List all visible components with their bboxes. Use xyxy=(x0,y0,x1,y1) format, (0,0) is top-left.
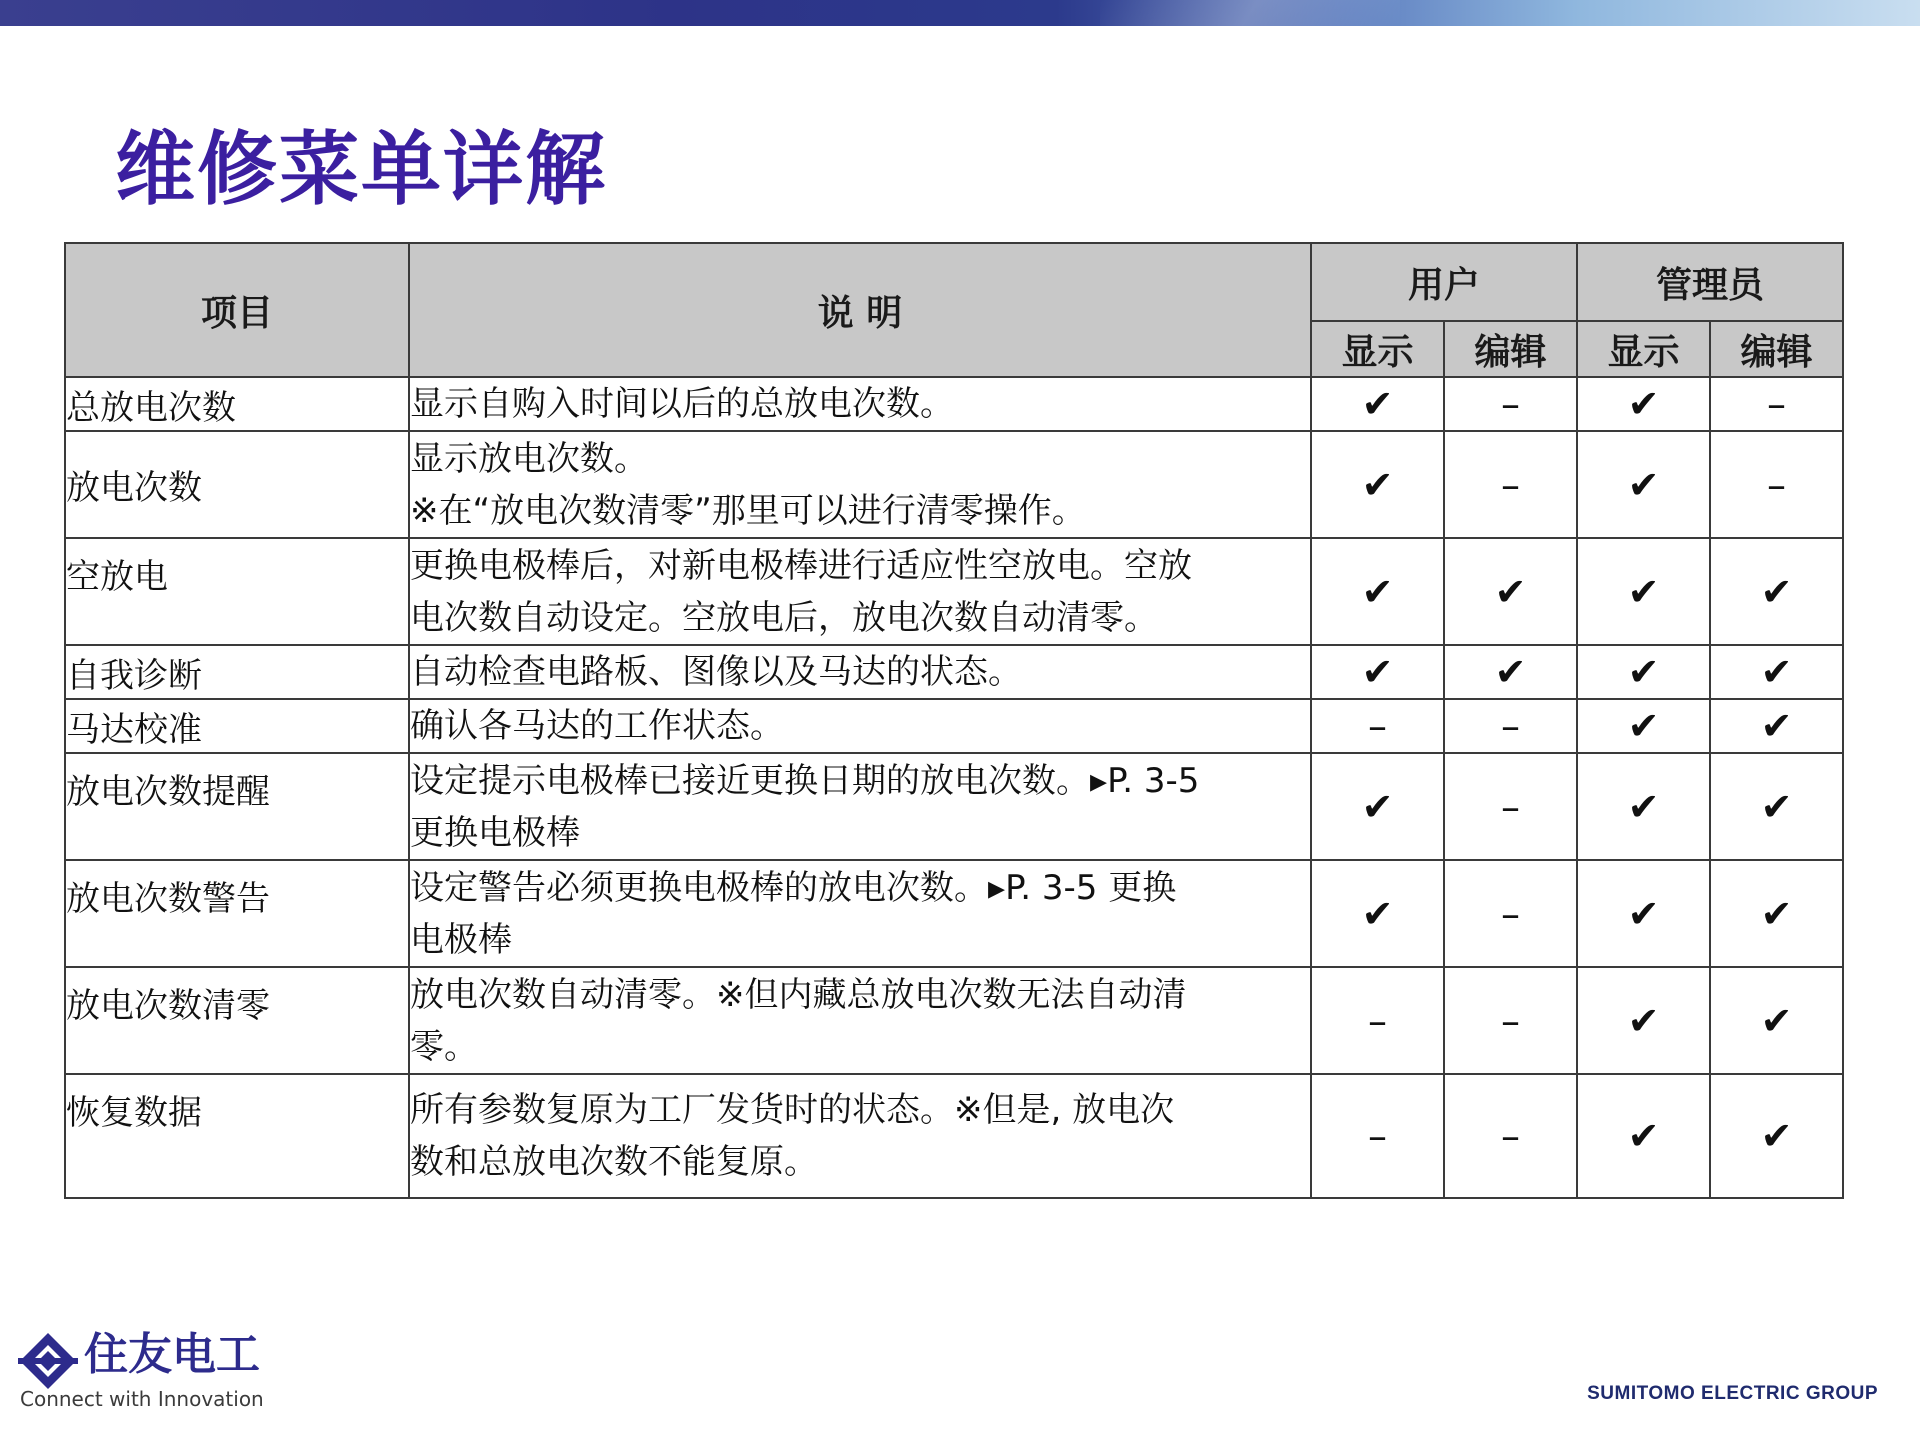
admin-show-mark: ✔ xyxy=(1577,431,1710,538)
user-show-mark: ✔ xyxy=(1311,645,1444,699)
row-description xyxy=(409,431,1311,538)
admin-show-mark: ✔ xyxy=(1577,538,1710,645)
user-edit-mark: – xyxy=(1444,753,1577,860)
table-row xyxy=(65,699,1843,753)
user-edit-mark: – xyxy=(1444,860,1577,967)
user-show-mark: – xyxy=(1311,1074,1444,1198)
description-line: 显示自购入时间以后的总放电次数。 xyxy=(410,384,954,424)
row-description xyxy=(409,538,1311,645)
row-item: 放电次数 xyxy=(65,431,409,538)
description-line: 数和总放电次数不能复原。 xyxy=(410,1142,818,1182)
row-item: 总放电次数 xyxy=(65,377,409,431)
user-show-mark: ✔ xyxy=(1311,538,1444,645)
user-show-mark: – xyxy=(1311,967,1444,1074)
page-title: 维修菜单详解 xyxy=(115,123,607,216)
user-show-mark: ✔ xyxy=(1311,431,1444,538)
description-line: 零。 xyxy=(410,1026,478,1067)
table-row xyxy=(65,645,1843,699)
admin-edit-mark: ✔ xyxy=(1710,860,1843,967)
user-edit-mark: – xyxy=(1444,431,1577,538)
user-edit-mark: ✔ xyxy=(1444,538,1577,645)
description-line: 所有参数复原为工厂发货时的状态。※但是, 放电次 xyxy=(410,1090,1175,1130)
row-item: 空放电 xyxy=(65,538,409,645)
user-edit-mark: – xyxy=(1444,967,1577,1074)
description-line: ※在“放电次数清零”那里可以进行清零操作。 xyxy=(410,490,1086,531)
row-description xyxy=(409,1074,1311,1198)
logo-tagline: Connect with Innovation xyxy=(20,1387,264,1411)
description-line: 确认各马达的工作状态。 xyxy=(410,706,784,746)
table-row xyxy=(65,377,1843,431)
header-user: 用户 xyxy=(1311,243,1577,321)
row-item: 自我诊断 xyxy=(65,645,409,699)
table-row xyxy=(65,538,1843,645)
maintenance-menu-table xyxy=(64,242,1844,1199)
admin-show-mark: ✔ xyxy=(1577,753,1710,860)
row-description xyxy=(409,967,1311,1074)
user-show-mark: – xyxy=(1311,699,1444,753)
header-item: 项目 xyxy=(65,243,409,377)
description-line: 设定提示电极棒已接近更换日期的放电次数。▸P. 3-5 xyxy=(410,760,1200,801)
row-description xyxy=(409,860,1311,967)
admin-show-mark: ✔ xyxy=(1577,860,1710,967)
header-description: 说 明 xyxy=(409,243,1311,377)
row-item: 放电次数清零 xyxy=(65,967,409,1074)
header-user-show: 显示 xyxy=(1311,321,1444,377)
description-line: 显示放电次数。 xyxy=(410,438,648,479)
user-edit-mark: – xyxy=(1444,699,1577,753)
user-edit-mark: – xyxy=(1444,377,1577,431)
admin-edit-mark: ✔ xyxy=(1710,645,1843,699)
description-line: 放电次数自动清零。※但内藏总放电次数无法自动清 xyxy=(410,974,1187,1015)
description-line: 电次数自动设定。空放电后，放电次数自动清零。 xyxy=(410,597,1158,638)
row-description xyxy=(409,377,1311,431)
admin-show-mark: ✔ xyxy=(1577,699,1710,753)
user-show-mark: ✔ xyxy=(1311,860,1444,967)
user-edit-mark: – xyxy=(1444,1074,1577,1198)
row-description xyxy=(409,699,1311,753)
admin-edit-mark: ✔ xyxy=(1710,967,1843,1074)
admin-show-mark: ✔ xyxy=(1577,377,1710,431)
table-row xyxy=(65,967,1843,1074)
description-line: 自动检查电路板、图像以及马达的状态。 xyxy=(410,652,1022,692)
sumitomo-logo-icon xyxy=(18,1331,78,1391)
table-row xyxy=(65,431,1843,538)
admin-edit-mark: ✔ xyxy=(1710,1074,1843,1198)
header-admin: 管理员 xyxy=(1577,243,1843,321)
admin-show-mark: ✔ xyxy=(1577,1074,1710,1198)
table-row xyxy=(65,860,1843,967)
admin-show-mark: ✔ xyxy=(1577,645,1710,699)
row-description xyxy=(409,753,1311,860)
row-item: 放电次数警告 xyxy=(65,860,409,967)
description-line: 更换电极棒后，对新电极棒进行适应性空放电。空放 xyxy=(410,545,1192,586)
logo-text: 住友电工 xyxy=(84,1329,260,1380)
user-edit-mark: ✔ xyxy=(1444,645,1577,699)
row-description xyxy=(409,645,1311,699)
group-name: SUMITOMO ELECTRIC GROUP xyxy=(1587,1383,1878,1404)
row-item: 放电次数提醒 xyxy=(65,753,409,860)
description-line: 设定警告必须更换电极棒的放电次数。▸P. 3-5 更换 xyxy=(410,867,1177,908)
admin-show-mark: ✔ xyxy=(1577,967,1710,1074)
admin-edit-mark: ✔ xyxy=(1710,538,1843,645)
admin-edit-mark: ✔ xyxy=(1710,699,1843,753)
table-row xyxy=(65,1074,1843,1198)
description-line: 更换电极棒 xyxy=(410,812,580,853)
description-line: 电极棒 xyxy=(410,919,512,960)
top-banner xyxy=(0,0,1920,26)
user-show-mark: ✔ xyxy=(1311,753,1444,860)
admin-edit-mark: – xyxy=(1710,377,1843,431)
admin-edit-mark: ✔ xyxy=(1710,753,1843,860)
user-show-mark: ✔ xyxy=(1311,377,1444,431)
admin-edit-mark: – xyxy=(1710,431,1843,538)
header-admin-show: 显示 xyxy=(1577,321,1710,377)
row-item: 恢复数据 xyxy=(65,1074,409,1198)
table-row xyxy=(65,753,1843,860)
header-user-edit: 编辑 xyxy=(1444,321,1577,377)
header-admin-edit: 编辑 xyxy=(1710,321,1843,377)
row-item: 马达校准 xyxy=(65,699,409,753)
